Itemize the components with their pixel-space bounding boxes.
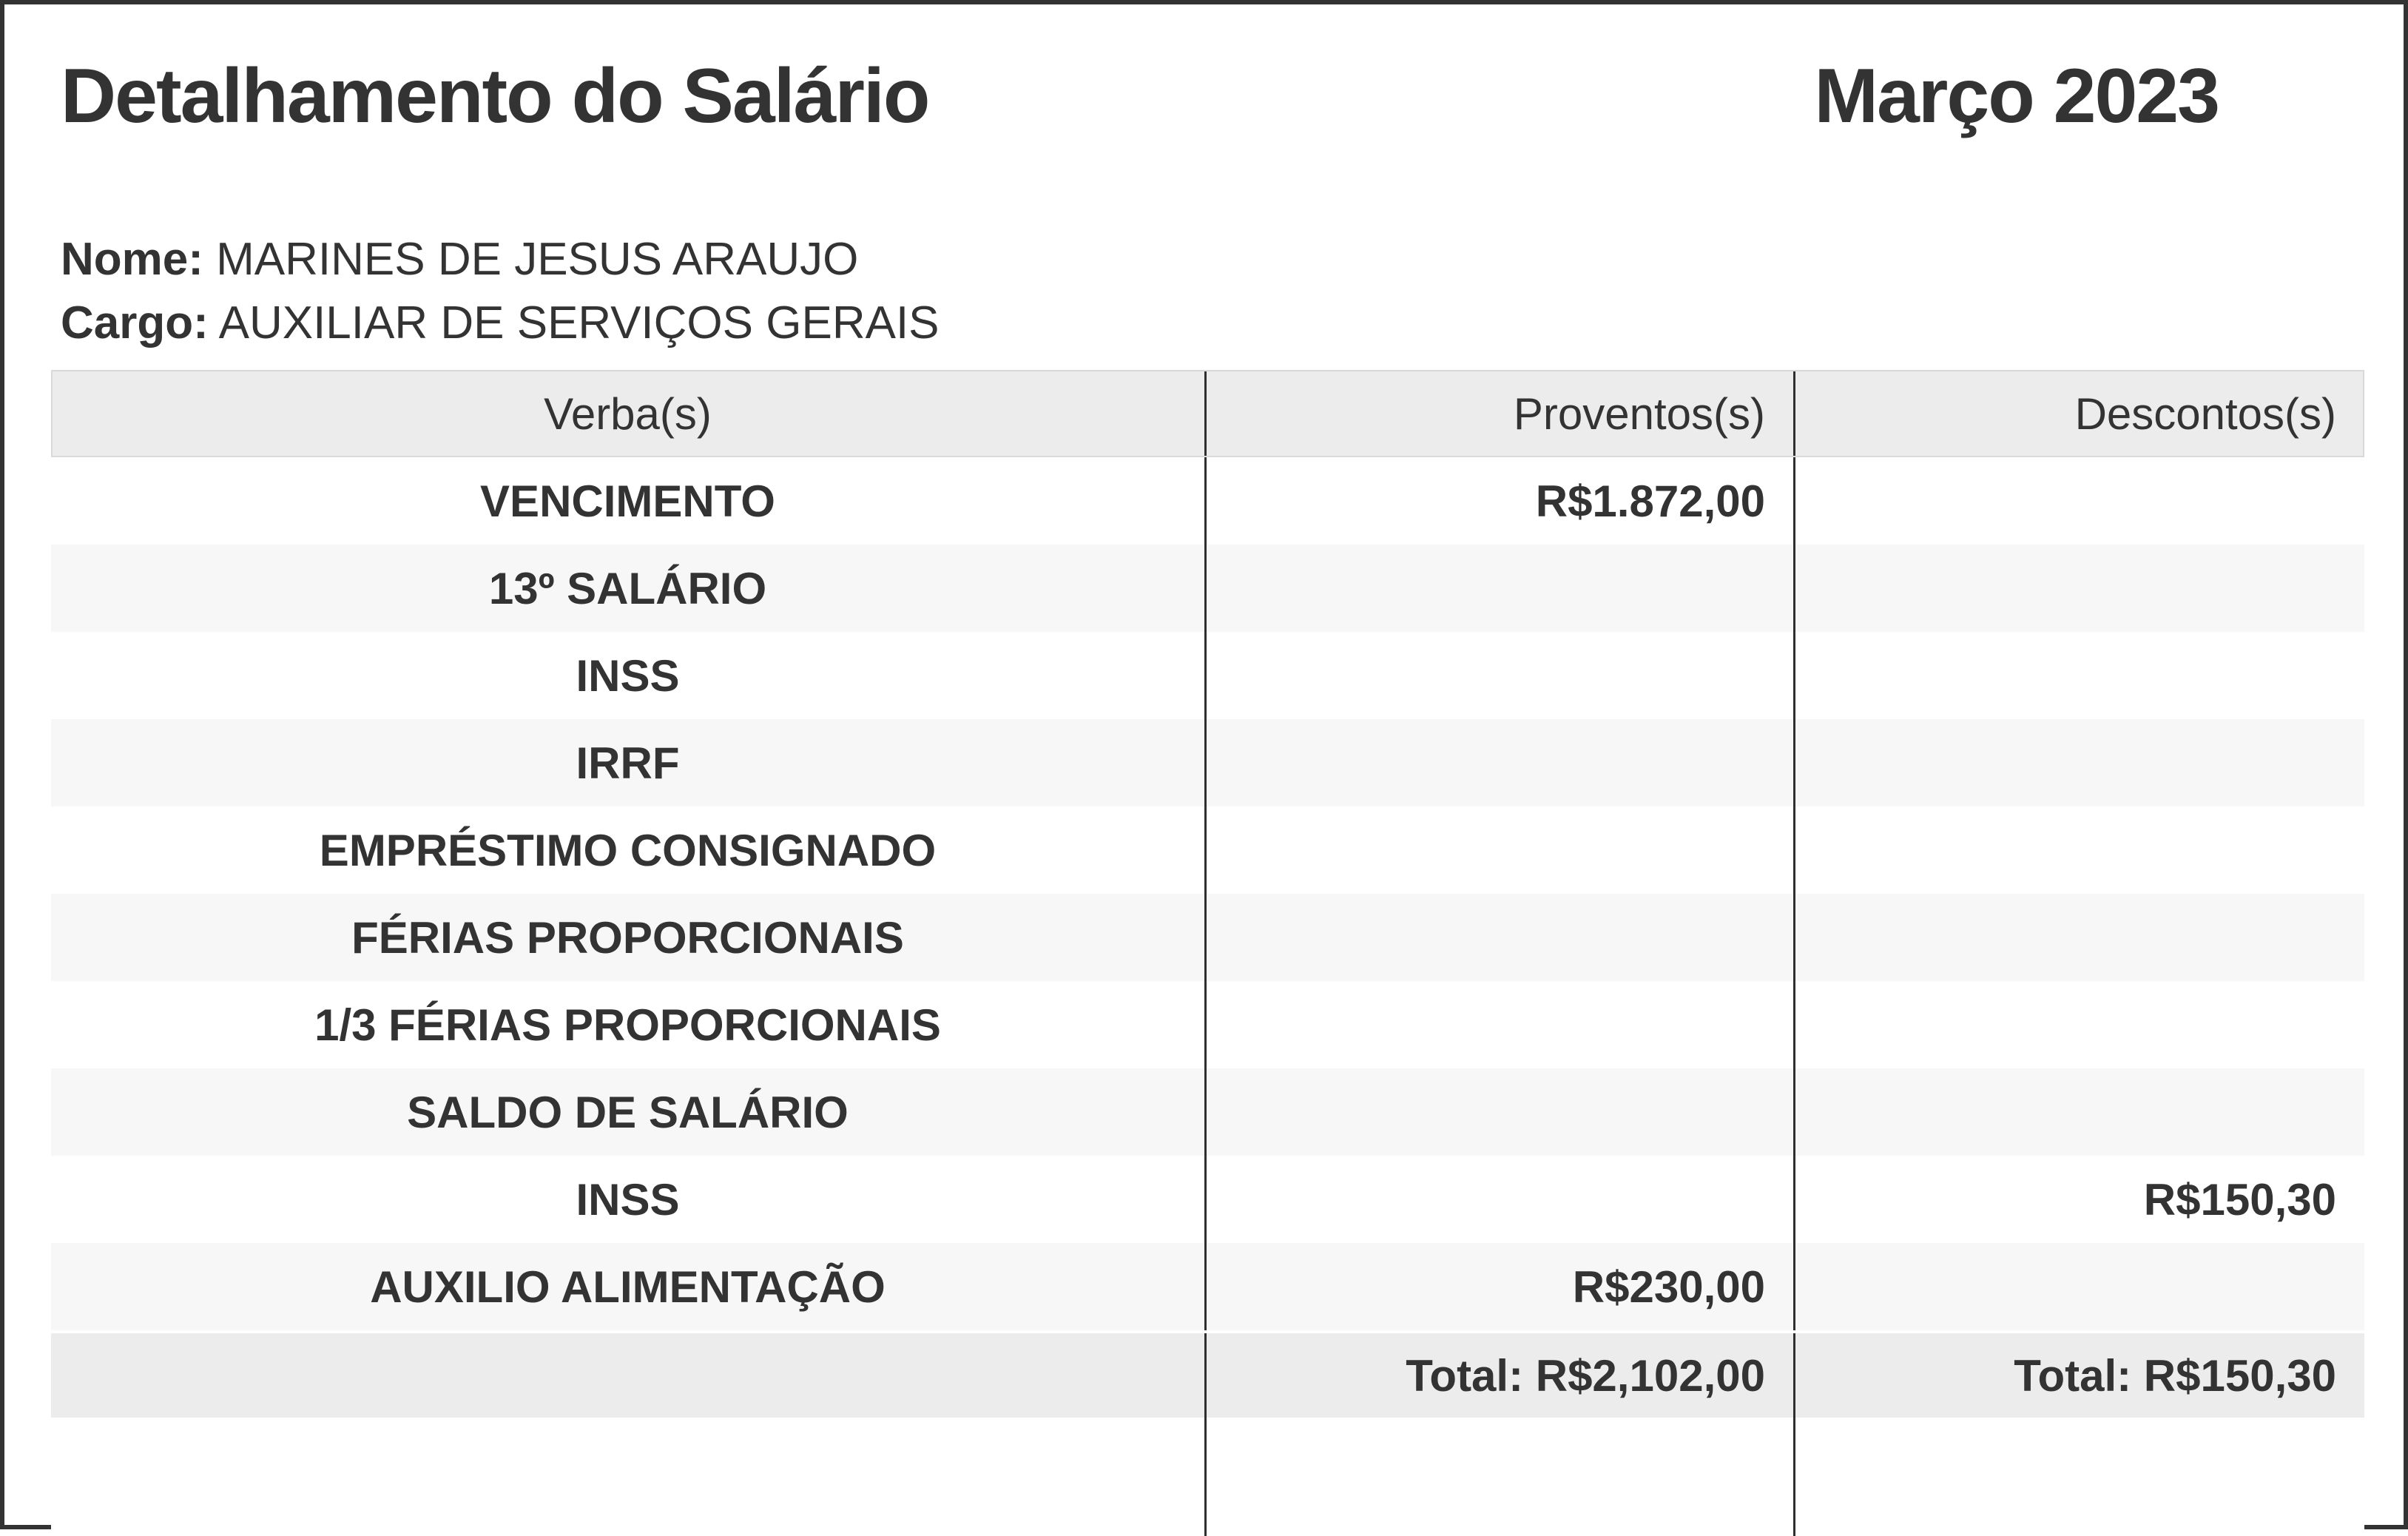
- proventos-cell: R$1.872,00: [1207, 457, 1795, 545]
- descontos-cell: [1795, 806, 2364, 894]
- verba-cell: INSS: [51, 1156, 1207, 1243]
- proventos-cell: [1207, 545, 1795, 632]
- proventos-cell: [1207, 1068, 1795, 1156]
- table-row: [51, 545, 2364, 632]
- employee-role-label: Cargo:: [61, 297, 209, 348]
- employee-name-line: [61, 228, 2404, 292]
- employee-info: [61, 228, 2404, 355]
- table-row: [51, 1068, 2364, 1156]
- column-header-verbas: Verba(s): [51, 370, 1207, 457]
- descontos-cell: [1795, 719, 2364, 806]
- column-header-proventos: Proventos(s): [1207, 370, 1795, 457]
- table-tail: [51, 1418, 2364, 1536]
- descontos-total: Total: R$150,30: [2014, 1350, 2336, 1401]
- verba-cell: VENCIMENTO: [51, 457, 1207, 545]
- proventos-total: Total: R$2,102,00: [1207, 1333, 1795, 1418]
- verba-cell: INSS: [51, 632, 1207, 719]
- table-row: [51, 1243, 2364, 1330]
- descontos-cell: [1795, 632, 2364, 719]
- table-row: [51, 632, 2364, 719]
- table-body: [51, 457, 2364, 1330]
- verba-cell: FÉRIAS PROPORCIONAIS: [51, 894, 1207, 981]
- table-row: [51, 894, 2364, 981]
- tail-proventos-cell: [1207, 1418, 1795, 1536]
- proventos-cell: R$230,00: [1207, 1243, 1795, 1330]
- employee-role-line: [61, 292, 2404, 355]
- totals-row: [51, 1330, 2364, 1418]
- period-label: Março 2023: [1814, 53, 2219, 139]
- verba-cell: 13º SALÁRIO: [51, 545, 1207, 632]
- descontos-cell: [1795, 1068, 2364, 1156]
- proventos-cell: [1207, 806, 1795, 894]
- table-row: [51, 719, 2364, 806]
- proventos-cell: [1207, 632, 1795, 719]
- table-header-row: [51, 370, 2364, 457]
- table-row: [51, 457, 2364, 545]
- tail-verbas-cell: [51, 1418, 1207, 1536]
- proventos-cell: [1207, 981, 1795, 1068]
- employee-role-value: AUXILIAR DE SERVIÇOS GERAIS: [218, 297, 940, 348]
- verba-cell: SALDO DE SALÁRIO: [51, 1068, 1207, 1156]
- proventos-cell: [1207, 719, 1795, 806]
- table-row: [51, 1156, 2364, 1243]
- tail-descontos-cell: [1795, 1418, 2364, 1536]
- descontos-cell: [1795, 894, 2364, 981]
- verba-cell: IRRF: [51, 719, 1207, 806]
- totals-empty-cell: [51, 1333, 1207, 1418]
- descontos-cell: [1795, 1243, 2364, 1330]
- page-title: Detalhamento do Salário: [61, 53, 929, 139]
- verba-cell: AUXILIO ALIMENTAÇÃO: [51, 1243, 1207, 1330]
- descontos-cell: [1795, 545, 2364, 632]
- descontos-cell: R$150,30: [2143, 1174, 2336, 1225]
- table-row: [51, 806, 2364, 894]
- column-header-descontos: Descontos(s): [2074, 388, 2336, 439]
- employee-name-label: Nome:: [61, 234, 203, 285]
- verba-cell: EMPRÉSTIMO CONSIGNADO: [51, 806, 1207, 894]
- descontos-cell: [1795, 457, 2364, 545]
- table-row: [51, 981, 2364, 1068]
- topbar: [61, 52, 2219, 141]
- proventos-cell: [1207, 1156, 1795, 1243]
- verba-cell: 1/3 FÉRIAS PROPORCIONAIS: [51, 981, 1207, 1068]
- salary-table: [51, 370, 2364, 1536]
- descontos-cell: [1795, 981, 2364, 1068]
- employee-name-value: MARINES DE JESUS ARAUJO: [216, 234, 859, 285]
- proventos-cell: [1207, 894, 1795, 981]
